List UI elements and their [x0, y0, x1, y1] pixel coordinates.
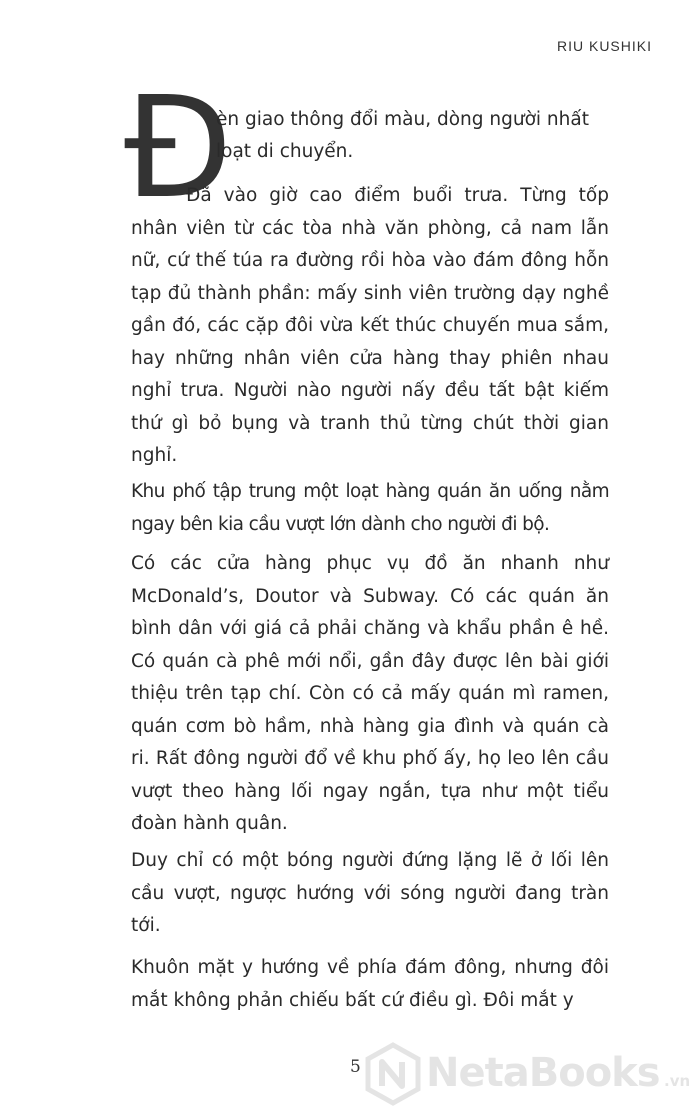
netabooks-watermark: [364, 1042, 696, 1106]
paragraph-1: Đã vào giờ cao điểm buổi trưa. Từng tốp nhân viên từ các tòa nhà văn phòng, cả nam lẫn nữ, cứ thế túa ra đường rồi hòa vào đám đông hỗn tạp đủ thành phần: mấy sinh viên trường dạy nghề gần đó, các cặp đôi vừa kết thúc chuyến mua sắm, hay những nhân viên cửa hàng thay phiên nhau nghỉ trưa. Người nào người nấy đều tất bật kiếm thứ gì bỏ bụng và tranh thủ từng chút thời gian nghỉ.: [131, 185, 609, 466]
watermark-suffix: .vn: [664, 1072, 691, 1090]
netabooks-logo-icon: [364, 1042, 422, 1106]
paragraph-4: Duy chỉ có một bóng người đứng lặng lẽ ở lối lên cầu vượt, ngược hướng với sóng người đang tràn tới.: [131, 850, 609, 936]
watermark-brand: NetaBooks: [426, 1050, 660, 1096]
running-header: RIU KUSHIKI: [556, 38, 652, 54]
first-line-2: loạt di chuyển.: [216, 141, 354, 162]
paragraph-2: Khu phố tập trung một loạt hàng quán ăn uống nằm ngay bên kia cầu vượt lớn dành cho người đi bộ.: [131, 481, 609, 535]
page-number: 5: [350, 1057, 361, 1077]
first-line-1: èn giao thông đổi màu, dòng người nhất: [216, 109, 589, 130]
paragraph-5: Khuôn mặt y hướng về phía đám đông, nhưng đôi mắt không phản chiếu bất cứ điều gì. Đôi mắt y: [131, 957, 609, 1011]
drop-cap: Đ: [124, 67, 233, 230]
paragraph-3: Có các cửa hàng phục vụ đồ ăn nhanh như McDonald’s, Doutor và Subway. Có các quán ăn bình dân với giá cả phải chăng và khẩu phần ê hề. Có quán cà phê mới nổi, gần đây được lên bài giới thiệu trên tạp chí. Còn có cả mấy quán mì ramen, quán cơm bò hầm, nhà hàng gia đình và quán cà ri. Rất đông người đổ về khu phố ấy, họ leo lên cầu vượt theo hàng lối ngay ngắn, tựa như một tiểu đoàn hành quân.: [131, 553, 609, 834]
